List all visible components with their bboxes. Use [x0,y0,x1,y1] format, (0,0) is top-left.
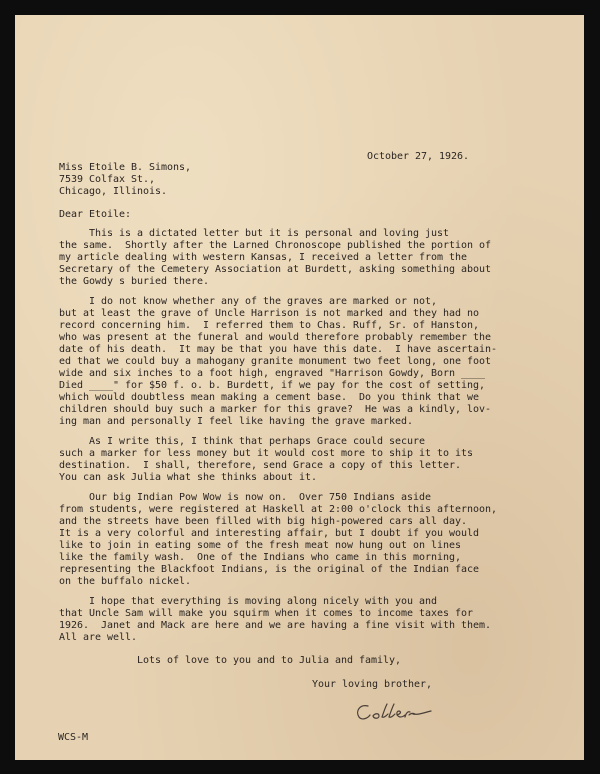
paragraph-line: which would doubtless mean making a cement base. Do you think that we [59,392,480,403]
paragraph-line: from students, were registered at Haskell at 2:00 o'clock this afternoon, [59,504,498,515]
closing-line: Lots of love to you and to Julia and family, [137,655,402,666]
paragraph-line: my article dealing with western Kansas, I received a letter from the [59,252,468,263]
paragraph-line: ed that we could buy a mahogany granite monument two feet long, one foot [59,356,492,367]
paragraph-line: wide and six inches to a foot high, engraved "Harrison Gowdy, Born ____ [59,368,486,379]
paragraph-line: This is a dictated letter but it is personal and loving just [59,228,450,239]
paragraph-line: destination. I shall, therefore, send Grace a copy of this letter. [59,460,462,471]
letter-date: October 27, 1926. [367,151,470,162]
paragraph-line: that Uncle Sam will make you squirm when it comes to income taxes for [59,608,474,619]
paragraph-line: but at least the grave of Uncle Harrison is not marked and they had no [59,308,480,319]
paragraph-line: representing the Blackfoot Indians, is the original of the Indian face [59,564,480,575]
address-line-name: Miss Etoile B. Simons, [59,162,192,173]
handwritten-signature [351,701,441,725]
paragraph-line: You can ask Julia what she thinks about it. [59,472,318,483]
valediction: Your loving brother, [312,679,433,690]
paragraph-line: I hope that everything is moving along nicely with you and [59,596,438,607]
paragraph-line: like the family wash. One of the Indians who came in this morning, [59,552,462,563]
salutation: Dear Etoile: [59,209,132,220]
paragraph-line: such a marker for less money but it would cost more to ship it to its [59,448,474,459]
address-line-street: 7539 Colfax St., [59,174,156,185]
paragraph-line: like to join in eating some of the fresh meat now hung out on lines [59,540,462,551]
paragraph-line: who was present at the funeral and would therefore probably remember the [59,332,492,343]
paragraph-line: All are well. [59,632,138,643]
paragraph-line: date of his death. It may be that you have this date. I have ascertain- [59,344,498,355]
paragraph-line: I do not know whether any of the graves are marked or not, [59,296,438,307]
paragraph-line: the Gowdy s buried there. [59,276,210,287]
paragraph-line: As I write this, I think that perhaps Grace could secure [59,436,426,447]
paragraph-line: Died ____" for $50 f. o. b. Burdett, if we pay for the cost of setting, [59,380,486,391]
paragraph-line: ing man and personally I feel like having the grave marked. [59,416,414,427]
paragraph-line: children should buy such a marker for this grave? He was a kindly, lov- [59,404,492,415]
paragraph-line: record concerning him. I referred them to Chas. Ruff, Sr. of Hanston, [59,320,480,331]
paragraph-line: Secretary of the Cemetery Association at Burdett, asking something about [59,264,492,275]
paragraph-line: It is a very colorful and interesting affair, but I doubt if you would [59,528,480,539]
letter-page [15,15,584,760]
paragraph-line: Our big Indian Pow Wow is now on. Over 750 Indians aside [59,492,432,503]
paragraph-line: and the streets have been filled with big high-powered cars all day. [59,516,468,527]
paragraph-line: on the buffalo nickel. [59,576,192,587]
reference-initials: WCS-M [58,732,89,743]
paragraph-line: 1926. Janet and Mack are here and we are having a fine visit with them. [59,620,492,631]
address-line-city: Chicago, Illinois. [59,186,168,197]
paragraph-line: the same. Shortly after the Larned Chronoscope published the portion of [59,240,492,251]
